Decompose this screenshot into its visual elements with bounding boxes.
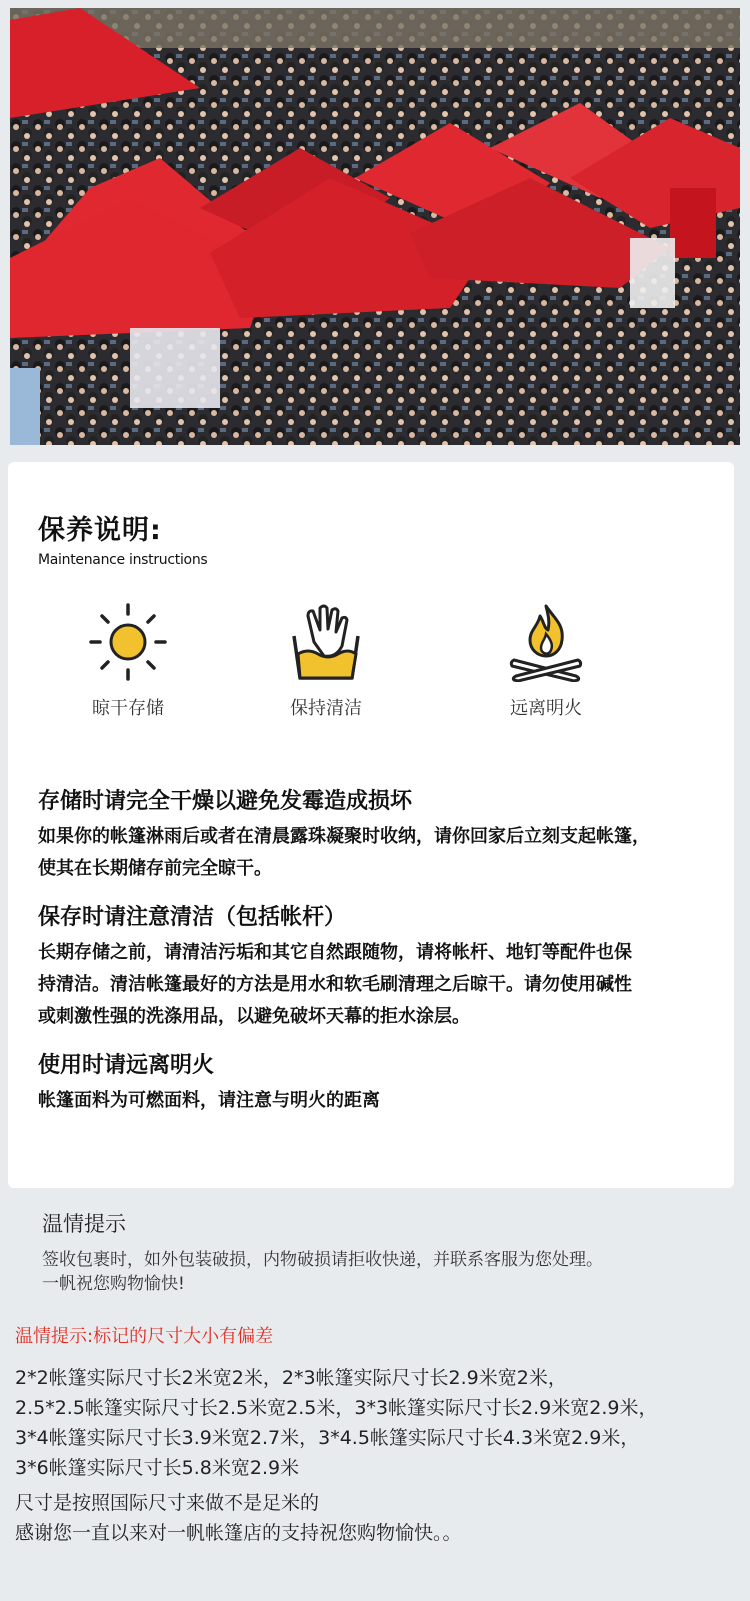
tent-crowd-illustration xyxy=(10,8,740,445)
size-line: 2*2帐篷实际尺寸长2米宽2米，2*3帐篷实际尺寸长2.9米宽2米， xyxy=(15,1367,567,1389)
section-title: 保存时请注意清洁（包括帐杆） xyxy=(38,905,347,930)
size-warning: 温情提示:标记的尺寸大小有偏差 xyxy=(15,1326,274,1347)
tent-crowd-photo xyxy=(10,8,740,445)
campfire-icon xyxy=(506,602,586,682)
maintenance-card xyxy=(8,462,734,1188)
section-line: 持清洁。清洁帐篷最好的方法是用水和软毛刷清理之后晾干。请勿使用碱性 xyxy=(38,974,632,995)
section-line: 使其在长期储存前完全晾干。 xyxy=(38,858,272,879)
section-line: 长期存储之前，请清洁污垢和其它自然跟随物，请将帐杆、地钉等配件也保 xyxy=(38,942,632,963)
section-cleaning xyxy=(38,900,728,1033)
icon-keep-clean xyxy=(246,602,406,720)
tip-line: 签收包裹时，如外包装破损，内物破损请拒收快递，并联系客服为您处理。 xyxy=(42,1250,603,1270)
size-line: 3*6帐篷实际尺寸长5.8米宽2.9米 xyxy=(15,1457,300,1479)
closing-line: 尺寸是按照国际尺寸来做不是足米的 xyxy=(15,1492,320,1514)
section-line: 或刺激性强的洗涤用品，以避免破坏天幕的拒水涂层。 xyxy=(38,1006,470,1027)
tip-line: 一帆祝您购物愉快! xyxy=(42,1274,185,1294)
warm-tips-title: 温情提示 xyxy=(42,1212,126,1236)
size-line: 2.5*2.5帐篷实际尺寸长2.5米宽2.5米，3*3帐篷实际尺寸长2.9米宽2.9米， xyxy=(15,1397,658,1419)
icon-label-fire: 远离明火 xyxy=(510,698,582,719)
icon-dry-storage xyxy=(48,602,208,720)
section-title: 存储时请完全干燥以避免发霉造成损坏 xyxy=(38,789,413,814)
sun-icon xyxy=(88,602,168,682)
section-dry-storage xyxy=(38,784,728,885)
section-line: 帐篷面料为可燃面料，请注意与明火的距离 xyxy=(38,1090,380,1111)
size-details xyxy=(15,1363,735,1483)
maintenance-subtitle: Maintenance instructions xyxy=(38,552,208,568)
maintenance-title: 保养说明: xyxy=(38,515,162,546)
icon-away-from-fire xyxy=(466,602,626,720)
section-line: 如果你的帐篷淋雨后或者在清晨露珠凝聚时收纳，请你回家后立刻支起帐篷， xyxy=(38,826,650,847)
closing-notes xyxy=(15,1488,735,1548)
section-title: 使用时请远离明火 xyxy=(38,1053,215,1078)
icon-label-dry: 晾干存储 xyxy=(92,698,164,719)
hand-wash-icon xyxy=(286,602,366,682)
section-fire xyxy=(38,1048,728,1117)
warm-tips-body xyxy=(42,1248,722,1296)
size-line: 3*4帐篷实际尺寸长3.9米宽2.7米，3*4.5帐篷实际尺寸长4.3米宽2.9米， xyxy=(15,1427,640,1449)
icon-label-clean: 保持清洁 xyxy=(290,698,362,719)
closing-line: 感谢您一直以来对一帆帐篷店的支持祝您购物愉快。。 xyxy=(15,1522,462,1544)
